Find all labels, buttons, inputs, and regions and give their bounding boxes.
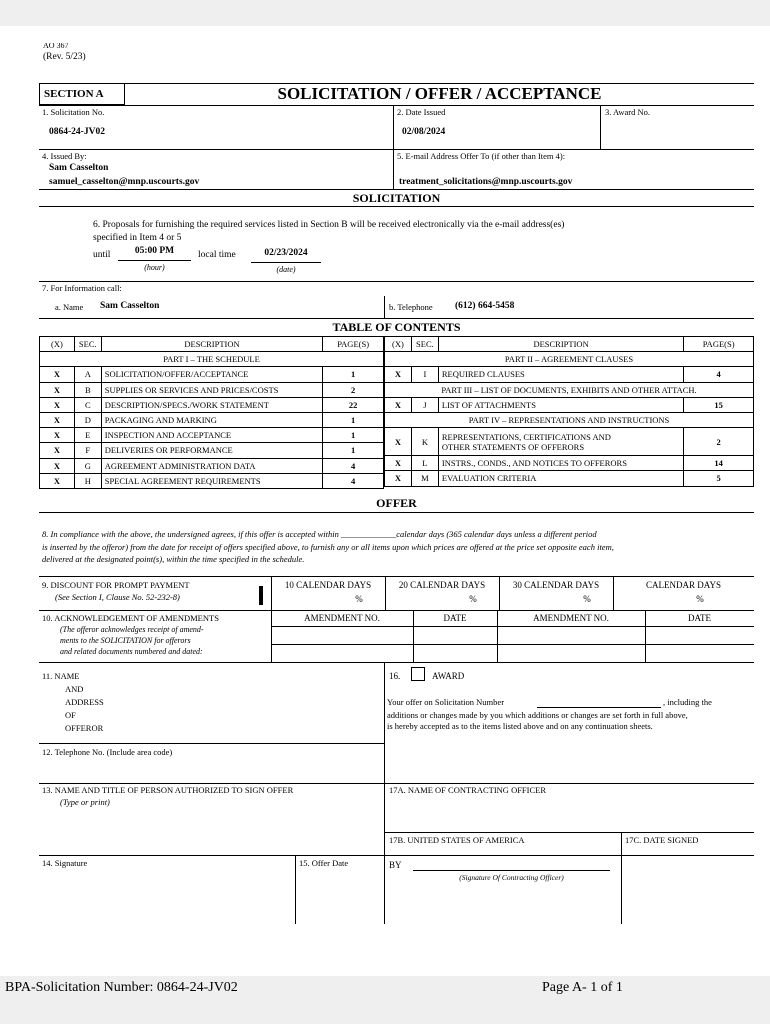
- toc-row-j: [385, 397, 754, 412]
- toc-desc: DESCRIPTION/SPECS./WORK STATEMENT: [101, 397, 322, 412]
- toc-pages: 1: [323, 428, 384, 443]
- discount-20-days: 20 CALENDAR DAYS: [398, 580, 486, 590]
- toc-sec: C: [74, 397, 101, 412]
- input-cursor-bar: [259, 586, 263, 605]
- toc-row-k: [385, 428, 754, 456]
- amendment-date-header-2: DATE: [688, 613, 711, 623]
- footer-page-number: Page A- 1 of 1: [542, 980, 623, 995]
- discount-sub: (See Section I, Clause No. 52-232-8): [55, 592, 180, 602]
- toc-x-mark: X: [385, 397, 412, 412]
- toc-sec: K: [411, 428, 438, 456]
- toc-sec: H: [74, 473, 101, 488]
- toc-sec: L: [411, 456, 438, 471]
- award-checkbox[interactable]: [411, 667, 425, 681]
- toc-x-mark: X: [385, 456, 412, 471]
- item6-text-line2: specified in Item 4 or 5: [93, 233, 182, 243]
- offeror-label: OFFEROR: [65, 723, 104, 733]
- usa-label: 17B. UNITED STATES OF AMERICA: [389, 835, 525, 845]
- item8-text-line3: delivered at the designated point(s), within the time specified in the schedule.: [42, 554, 305, 564]
- toc-pages: 15: [684, 397, 754, 412]
- toc-row-b: [40, 382, 384, 397]
- toc-pages: 4: [684, 367, 754, 382]
- toc-sec: I: [411, 367, 438, 382]
- discount-20-percent: %: [469, 594, 477, 604]
- toc-sec: M: [411, 471, 438, 486]
- by-label: BY: [389, 860, 402, 870]
- toc-header-pages: PAGE(S): [323, 337, 384, 352]
- toc-header-x: (X): [40, 337, 75, 352]
- toc-desc-line2: OTHER STATEMENTS OF OFFERORS: [441, 441, 585, 452]
- award-text-3: is hereby accepted as to the items listed above and on any continuation sheets.: [387, 721, 653, 731]
- item8-text-line1: 8. In compliance with the above, the undersigned agrees, if this offer is accepted within _____________calendar days (365 calendar days unless a different period: [42, 529, 597, 539]
- discount-30-percent: %: [583, 594, 591, 604]
- hour-caption: (hour): [144, 263, 165, 272]
- toc-pages: 4: [323, 473, 384, 488]
- toc-desc: REQUIRED CLAUSES: [438, 367, 683, 382]
- toc-part4: PART IV – REPRESENTATIONS AND INSTRUCTIONS: [385, 412, 754, 427]
- amendments-sub3: and related documents numbered and dated:: [60, 647, 203, 656]
- amendment-date-header-1: DATE: [443, 613, 467, 623]
- toc-x-mark: X: [40, 382, 75, 397]
- toc-desc: LIST OF ATTACHMENTS: [438, 397, 683, 412]
- toc-sec: D: [74, 412, 101, 427]
- award-text-2: additions or changes made by you which additions or changes are set forth in full above,: [387, 710, 688, 720]
- footer-solicitation-number: BPA-Solicitation Number: 0864-24-JV02: [5, 980, 238, 995]
- date-caption: (date): [276, 265, 296, 274]
- toc-desc: SUPPLIES OR SERVICES AND PRICES/COSTS: [101, 382, 322, 397]
- toc-pages: 1: [323, 443, 384, 458]
- info-call-label: 7. For Information call:: [42, 283, 122, 293]
- until-label: until: [93, 250, 111, 260]
- toc-sec: A: [74, 367, 101, 382]
- toc-row-g: [40, 458, 384, 473]
- award-number: 16.: [389, 671, 401, 681]
- discount-10-days: 10 CALENDAR DAYS: [284, 580, 372, 590]
- toc-desc: SPECIAL AGREEMENT REQUIREMENTS: [101, 473, 322, 488]
- toc-pages: 5: [684, 471, 754, 486]
- page-footer: [0, 976, 770, 1000]
- toc-desc: [438, 428, 683, 456]
- toc-desc: PACKAGING AND MARKING: [101, 412, 322, 427]
- telephone-label: 12. Telephone No. (Include area code): [42, 747, 173, 757]
- offeror-of-label: OF: [65, 710, 76, 720]
- contact-telephone-label: b. Telephone: [389, 302, 433, 312]
- toc-sec: G: [74, 458, 101, 473]
- toc-pages: 1: [323, 412, 384, 427]
- section-label: SECTION A: [44, 88, 104, 100]
- solicitation-no-value: 0864-24-JV02: [49, 127, 105, 137]
- amendments-label: 10. ACKNOWLEDGEMENT OF AMENDMENTS: [42, 613, 219, 623]
- toc-x-mark: X: [40, 412, 75, 427]
- toc-part3: PART III – LIST OF DOCUMENTS, EXHIBITS AND OTHER ATTACH.: [385, 382, 754, 397]
- toc-row-e: [40, 428, 384, 443]
- toc-x-mark: X: [40, 458, 75, 473]
- toc-row-c: [40, 397, 384, 412]
- discount-other-days: CALENDAR DAYS: [646, 580, 721, 590]
- deadline-date: 02/23/2024: [264, 248, 308, 258]
- toc-desc: SOLICITATION/OFFER/ACCEPTANCE: [101, 367, 322, 382]
- deadline-time: 05:00 PM: [134, 246, 175, 256]
- toc-sec: J: [411, 397, 438, 412]
- toc-heading: TABLE OF CONTENTS: [332, 320, 461, 334]
- local-time-label: local time: [198, 250, 236, 260]
- form-revision: (Rev. 5/23): [43, 52, 86, 62]
- date-issued-value: 02/08/2024: [402, 127, 446, 137]
- toc-desc: INSPECTION AND ACCEPTANCE: [101, 428, 322, 443]
- discount-30-days: 30 CALENDAR DAYS: [512, 580, 600, 590]
- toc-desc: EVALUATION CRITERIA: [438, 471, 683, 486]
- toc-x-mark: X: [40, 367, 75, 382]
- toc-row-f: [40, 443, 384, 458]
- form-title: SOLICITATION / OFFER / ACCEPTANCE: [277, 84, 602, 103]
- toc-row-h: [40, 473, 384, 488]
- toc-row-d: [40, 412, 384, 427]
- toc-right-table: [384, 336, 754, 487]
- toc-x-mark: X: [385, 367, 412, 382]
- toc-pages: 14: [684, 456, 754, 471]
- toc-x-mark: X: [40, 428, 75, 443]
- solicitation-no-label: 1. Solicitation No.: [42, 107, 105, 117]
- toc-header-sec: SEC.: [74, 337, 101, 352]
- toc-pages: 22: [323, 397, 384, 412]
- toc-x-mark: X: [40, 397, 75, 412]
- toc-pages: 2: [323, 382, 384, 397]
- toc-desc: AGREEMENT ADMINISTRATION DATA: [101, 458, 322, 473]
- toc-header-pages: PAGE(S): [684, 337, 754, 352]
- offer-date-label: 15. Offer Date: [299, 858, 349, 868]
- toc-header-description: DESCRIPTION: [101, 337, 322, 352]
- discount-label: 9. DISCOUNT FOR PROMPT PAYMENT: [42, 580, 190, 590]
- toc-pages: 4: [323, 458, 384, 473]
- solicitation-heading: SOLICITATION: [352, 191, 441, 205]
- toc-part1: PART I – THE SCHEDULE: [40, 352, 384, 367]
- toc-x-mark: X: [385, 471, 412, 486]
- toc-header-sec: SEC.: [411, 337, 438, 352]
- toc-desc-line1: REPRESENTATIONS, CERTIFICATIONS AND: [441, 431, 611, 442]
- form-id: AO 367: [43, 43, 69, 48]
- toc-sec: B: [74, 382, 101, 397]
- discount-10-percent: %: [355, 594, 363, 604]
- amendment-no-header-2: AMENDMENT NO.: [533, 613, 609, 623]
- authorized-signer-sub: (Type or print): [60, 797, 110, 807]
- award-no-label: 3. Award No.: [605, 107, 651, 117]
- offeror-name-label: 11. NAME: [42, 671, 80, 681]
- amendments-sub2: ments to the SOLICITATION for offerors: [60, 636, 191, 645]
- item6-text-line1: 6. Proposals for furnishing the required services listed in Section B will be received electronically via the e-mail address(es): [93, 220, 565, 230]
- toc-row-l: [385, 456, 754, 471]
- email-offer-to-label: 5. E-mail Address Offer To (if other than Item 4):: [397, 151, 566, 161]
- toc-sec: E: [74, 428, 101, 443]
- toc-header-x: (X): [385, 337, 412, 352]
- contracting-officer-label: 17A. NAME OF CONTRACTING OFFICER: [389, 785, 547, 795]
- toc-x-mark: X: [40, 473, 75, 488]
- email-offer-to-value: treatment_solicitations@mnp.uscourts.gov: [399, 177, 573, 187]
- award-text-1a: Your offer on Solicitation Number: [387, 697, 505, 707]
- date-issued-label: 2. Date Issued: [397, 107, 446, 117]
- offeror-and-label: AND: [65, 684, 84, 694]
- form-page: [0, 26, 770, 976]
- award-label: AWARD: [432, 671, 465, 681]
- contact-name-label: a. Name: [55, 302, 84, 312]
- toc-pages: 1: [323, 367, 384, 382]
- date-signed-label: 17C. DATE SIGNED: [625, 835, 699, 845]
- toc-x-mark: X: [40, 443, 75, 458]
- toc-row-m: [385, 471, 754, 486]
- toc-header-description: DESCRIPTION: [438, 337, 683, 352]
- toc-part2: PART II – AGREEMENT CLAUSES: [385, 352, 754, 367]
- toc-pages: 2: [684, 428, 754, 456]
- contact-telephone-value: (612) 664-5458: [455, 301, 515, 311]
- item8-text-line2: is inserted by the offeror) from the date for receipt of offers specified above, to furnish any or all items upon which prices are offered at the price set opposite each item,: [42, 542, 614, 552]
- signature-label: 14. Signature: [42, 858, 88, 868]
- issued-by-label: 4. Issued By:: [42, 151, 87, 161]
- offer-heading: OFFER: [376, 496, 417, 510]
- toc-desc: INSTRS., CONDS., AND NOTICES TO OFFERORS: [438, 456, 683, 471]
- authorized-signer-label: 13. NAME AND TITLE OF PERSON AUTHORIZED TO SIGN OFFER: [42, 785, 294, 795]
- toc-sec: F: [74, 443, 101, 458]
- signature-caption: (Signature Of Contracting Officer): [459, 873, 564, 882]
- toc-desc: DELIVERIES OR PERFORMANCE: [101, 443, 322, 458]
- amendments-sub1: (The offeror acknowledges receipt of amend-: [60, 625, 204, 634]
- toc-x-mark: X: [385, 428, 412, 456]
- offeror-address-label: ADDRESS: [65, 697, 104, 707]
- toc-left-table: [39, 336, 384, 489]
- amendment-no-header-1: AMENDMENT NO.: [304, 613, 380, 623]
- issued-by-email: samuel_casselton@mnp.uscourts.gov: [49, 177, 200, 187]
- issued-by-name: Sam Casselton: [49, 163, 109, 173]
- toc-row-a: [40, 367, 384, 382]
- discount-other-percent: %: [696, 594, 704, 604]
- contact-name-value: Sam Casselton: [100, 301, 160, 311]
- award-text-1b: , including the: [663, 697, 712, 707]
- toc-row-i: [385, 367, 754, 382]
